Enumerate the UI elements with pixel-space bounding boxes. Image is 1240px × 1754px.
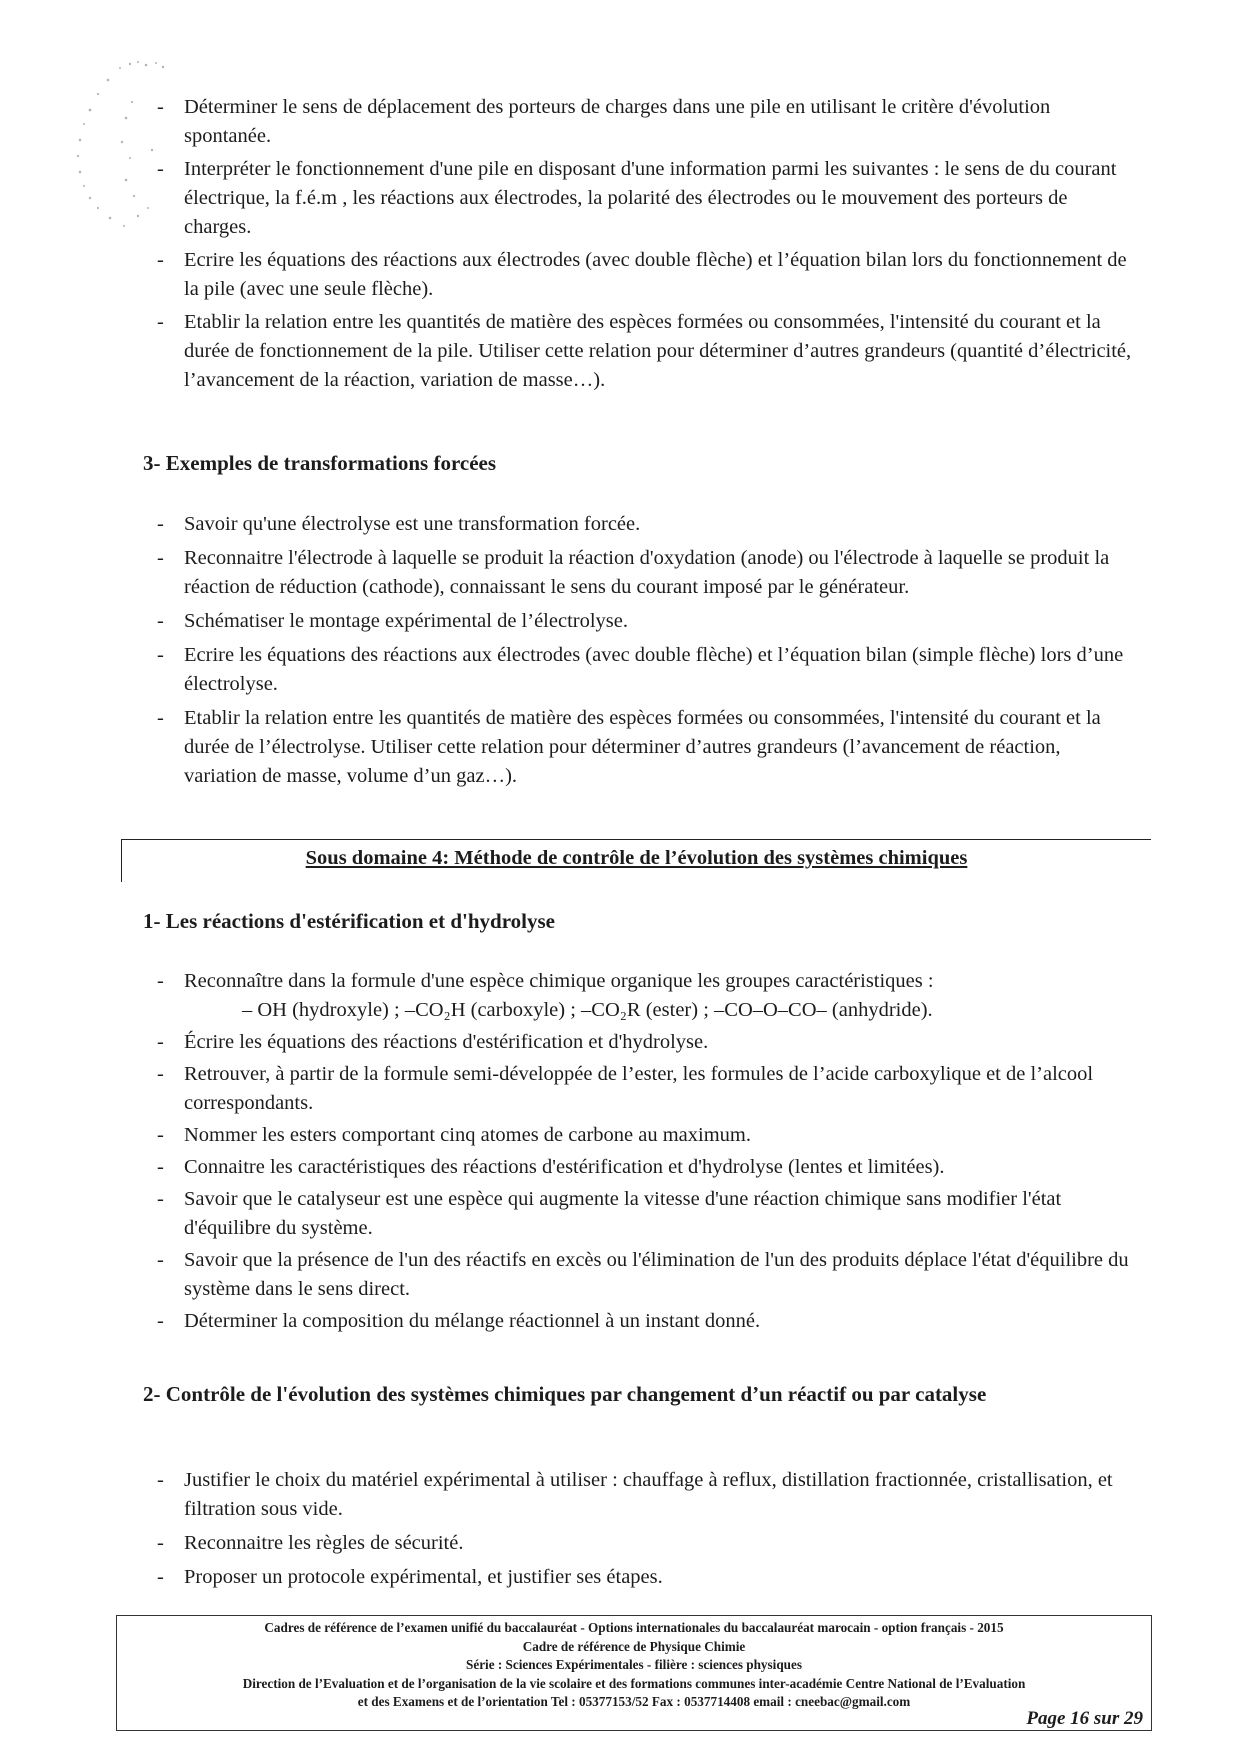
list-item: - Justifier le choix du matériel expérimental à utiliser : chauffage à reflux, distillation fractionnée, cristallisation, et filtration sous vide. (157, 1466, 1137, 1524)
bullet-dash: - (157, 311, 164, 333)
list-item: - Déterminer la composition du mélange réactionnel à un instant donné. (157, 1307, 1137, 1336)
bullet-dash: - (157, 158, 164, 180)
bullet-dash: - (157, 249, 164, 271)
bullet-dash: - (157, 513, 164, 535)
bullet-dash: - (157, 547, 164, 569)
list-item: - Schématiser le montage expérimental de l’électrolyse. (157, 607, 1137, 636)
subdomain-4-title: Sous domaine 4: Méthode de contrôle de l’évolution des systèmes chimiques (305, 847, 968, 869)
bullet-dash: - (157, 1469, 164, 1491)
section-3-list (157, 510, 1137, 796)
bullet-dash: - (157, 1063, 164, 1085)
footer-line: Direction de l’Evaluation et de l’organisation de la vie scolaire et des formations communes inter-académie Centre National de l’Evaluation (242, 1675, 1026, 1691)
subdomain-4-box (121, 839, 1151, 882)
list-item: - Etablir la relation entre les quantités de matière des espèces formées ou consommées, l'intensité du courant et la durée de l’électrolyse. Utiliser cette relation pour déterminer d’autres grandeurs (l’avancement de réaction, variation de masse, volume d’un gaz…). (157, 704, 1137, 791)
section-4-2-list (157, 1466, 1137, 1597)
bullet-dash: - (157, 970, 164, 992)
intro-list (157, 93, 1137, 399)
list-item: - Reconnaitre les règles de sécurité. (157, 1529, 1137, 1558)
section-4-1-list (157, 967, 1137, 1339)
list-item: - Etablir la relation entre les quantités de matière des espèces formées ou consommées, l'intensité du courant et la durée de fonctionnement de la pile. Utiliser cette relation pour déterminer d’autres grandeurs (quantité d’électricité, l’avancement de la réaction, variation de masse…). (157, 308, 1137, 395)
bullet-dash: - (157, 1310, 164, 1332)
list-item: - Savoir que le catalyseur est une espèce qui augmente la vitesse d'une réaction chimique sans modifier l'état d'équilibre du système. (157, 1185, 1137, 1243)
bullet-dash: - (157, 707, 164, 729)
bullet-dash: - (157, 1124, 164, 1146)
list-item: - Savoir que la présence de l'un des réactifs en excès ou l'élimination de l'un des produits déplace l'état d'équilibre du système dans le sens direct. (157, 1246, 1137, 1304)
footer-line: Cadre de référence de Physique Chimie (522, 1638, 746, 1654)
footer-line: Série : Sciences Expérimentales - filière : sciences physiques (466, 1657, 802, 1672)
bullet-dash: - (157, 1566, 164, 1588)
list-item: - Savoir qu'une électrolyse est une transformation forcée. (157, 510, 1137, 539)
footer-line: et des Examens et de l’orientation Tel : 05377153/52 Fax : 0537714408 email : cneebac@gmail.com (357, 1694, 911, 1709)
list-item: - Ecrire les équations des réactions aux électrodes (avec double flèche) et l’équation bilan (simple flèche) lors d’une électrolyse. (157, 641, 1137, 699)
list-item: - Déterminer le sens de déplacement des porteurs de charges dans une pile en utilisant le critère d'évolution spontanée. (157, 93, 1137, 151)
footer-line: Cadres de référence de l’examen unifié du baccalauréat - Options internationales du baccalauréat marocain - option français - 2015 (264, 1620, 1004, 1635)
list-item: - Connaitre les caractéristiques des réactions d'estérification et d'hydrolyse (lentes et limitées). (157, 1153, 1137, 1182)
bullet-dash: - (157, 644, 164, 666)
section-4-2-heading: 2- Contrôle de l'évolution des systèmes chimiques par changement d’un réactif ou par catalyse (143, 1382, 987, 1406)
bullet-dash: - (157, 1031, 164, 1053)
list-item: - Interpréter le fonctionnement d'une pile en disposant d'une information parmi les suivantes : le sens de du courant électrique, la f.é.m , les réactions aux électrodes, la polarité des électrodes ou le mouvement des porteurs de charges. (157, 155, 1137, 242)
list-item: - Retrouver, à partir de la formule semi-développée de l’ester, les formules de l’acide carboxylique et de l’alcool correspondants. (157, 1060, 1137, 1118)
section-3-heading: 3- Exemples de transformations forcées (143, 451, 497, 475)
list-item: - Écrire les équations des réactions d'estérification et d'hydrolyse. (157, 1028, 1137, 1057)
section-4-1-heading: 1- Les réactions d'estérification et d'hydrolyse (143, 909, 555, 933)
list-item: - Nommer les esters comportant cinq atomes de carbone au maximum. (157, 1121, 1137, 1150)
bullet-dash: - (157, 96, 164, 118)
list-item: - Proposer un protocole expérimental, et justifier ses étapes. (157, 1563, 1137, 1592)
page-footer (116, 1615, 1152, 1731)
bullet-dash: - (157, 1188, 164, 1210)
bullet-dash: - (157, 1532, 164, 1554)
list-item: - Reconnaître dans la formule d'une espèce chimique organique les groupes caractéristiques : – OH (hydroxyle) ; –CO₂H (carboxyle) ; –CO₂R (ester) ; –CO–O–CO– (anhydride). (157, 967, 1137, 1025)
bullet-dash: - (157, 1156, 164, 1178)
functional-groups-formulae: – OH (hydroxyle) ; –CO₂H (carboxyle) ; –CO₂R (ester) ; –CO–O–CO– (anhydride). (242, 999, 933, 1021)
list-item: - Ecrire les équations des réactions aux électrodes (avec double flèche) et l’équation bilan lors du fonctionnement de la pile (avec une seule flèche). (157, 246, 1137, 304)
bullet-dash: - (157, 610, 164, 632)
page-number: Page 16 sur 29 (1026, 1707, 1143, 1729)
list-item: - Reconnaitre l'électrode à laquelle se produit la réaction d'oxydation (anode) ou l'électrode à laquelle se produit la réaction de réduction (cathode), connaissant le sens du courant imposé par le générateur. (157, 544, 1137, 602)
bullet-dash: - (157, 1249, 164, 1271)
